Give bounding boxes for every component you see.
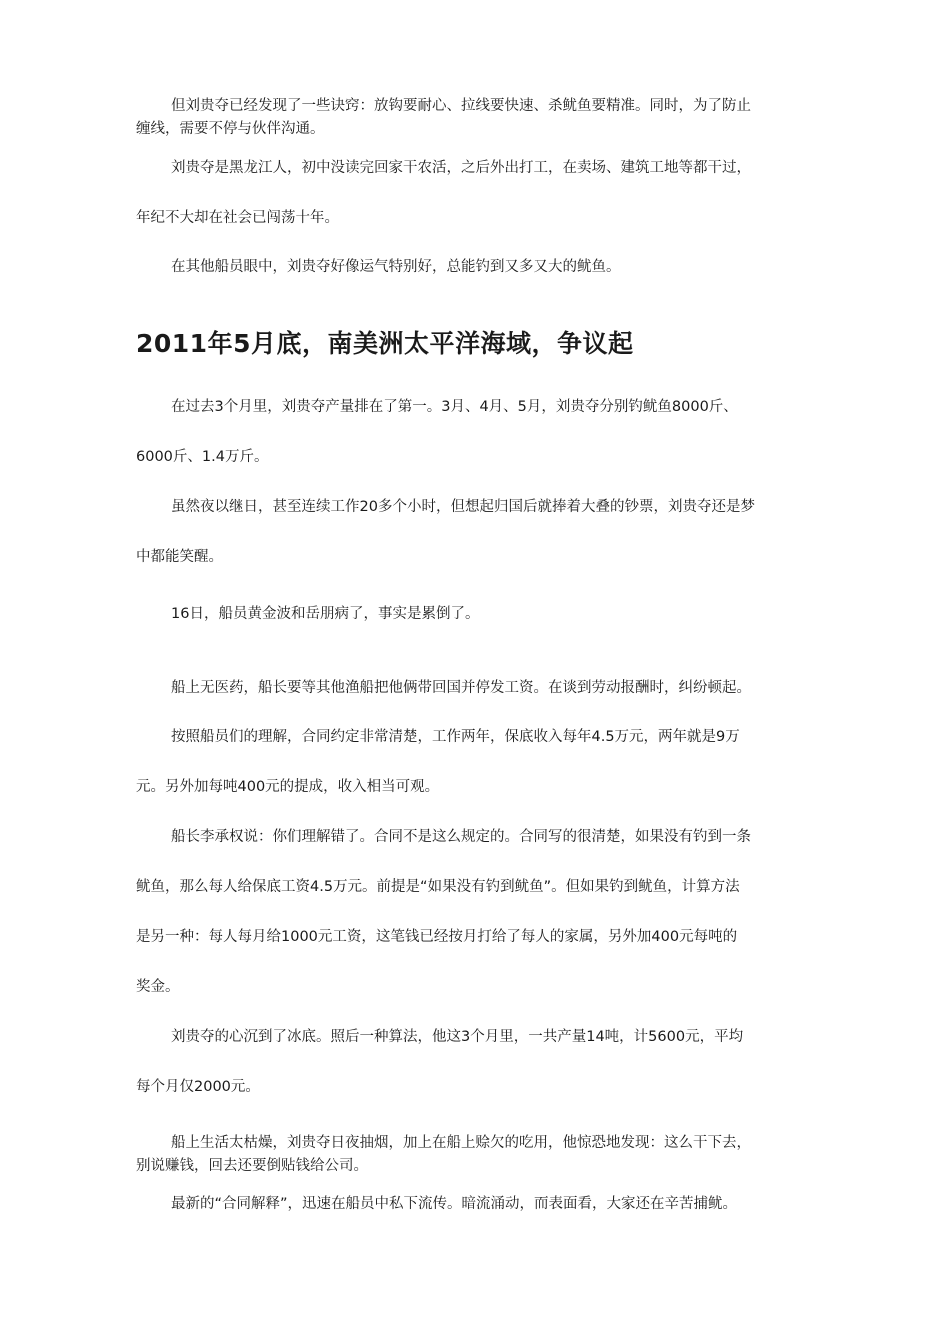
paragraph-3: [136, 256, 822, 279]
text-line: 刘贵夺的心沉到了冰底。照后一种算法，他这3个月里，一共产量14吨，计5600元，平均: [171, 1029, 744, 1045]
paragraph-5: [136, 482, 822, 582]
paragraph-9: [136, 812, 822, 1012]
text-line: 缠线，需要不停与伙伴沟通。: [136, 121, 325, 137]
paragraph-6: [136, 603, 822, 626]
text-line: 船上生活太枯燥，刘贵夺日夜抽烟，加上在船上赊欠的吃用，他惊恐地发现：这么干下去，: [171, 1135, 751, 1151]
paragraph-8: [136, 712, 822, 812]
section-heading: 2011年5月底，南美洲太平洋海域，争议起: [136, 329, 634, 358]
text-line: 元。另外加每吨400元的提成，收入相当可观。: [136, 779, 440, 795]
text-line: 最新的“合同解释”，迅速在船员中私下流传。暗流涌动，而表面看，大家还在辛苦捕鱿。: [171, 1196, 738, 1212]
paragraph-2: [136, 143, 822, 243]
text-line: 6000斤、1.4万斤。: [136, 449, 269, 465]
paragraph-1: [136, 95, 822, 141]
paragraph-11: [136, 1132, 822, 1178]
paragraph-4: [136, 382, 822, 482]
text-line: 船长李承权说：你们理解错了。合同不是这么规定的。合同写的很清楚，如果没有钓到一条: [171, 829, 751, 845]
paragraph-7: [136, 677, 822, 700]
text-line: 在其他船员眼中，刘贵夺好像运气特别好，总能钓到又多又大的鱿鱼。: [171, 259, 621, 275]
text-line: 船上无医药，船长要等其他渔船把他俩带回国并停发工资。在谈到劳动报酬时，纠纷顿起。: [171, 680, 751, 696]
text-line: 鱿鱼，那么每人给保底工资4.5万元。前提是“如果没有钓到鱿鱼”。但如果钓到鱿鱼，计算方法: [136, 879, 740, 895]
text-line: 别说赚钱，回去还要倒贴钱给公司。: [136, 1158, 368, 1174]
text-line: 16日，船员黄金波和岳朋病了，事实是累倒了。: [171, 606, 480, 622]
text-line: 中都能笑醒。: [136, 549, 223, 565]
text-line: 按照船员们的理解，合同约定非常清楚，工作两年，保底收入每年4.5万元，两年就是9万: [171, 729, 740, 745]
text-line: 虽然夜以继日，甚至连续工作20多个小时，但想起归国后就捧着大叠的钞票，刘贵夺还是梦: [171, 499, 755, 515]
text-line: 刘贵夺是黑龙江人，初中没读完回家干农活，之后外出打工，在卖场、建筑工地等都干过，: [171, 160, 751, 176]
paragraph-10: [136, 1012, 822, 1112]
paragraph-12: [136, 1193, 822, 1216]
text-line: 是另一种：每人每月给1000元工资，这笔钱已经按月打给了每人的家属，另外加400元每吨的: [136, 929, 738, 945]
text-line: 但刘贵夺已经发现了一些诀窍：放钩要耐心、拉线要快速、杀鱿鱼要精准。同时，为了防止: [171, 98, 751, 114]
text-line: 年纪不大却在社会已闯荡十年。: [136, 210, 339, 226]
text-line: 每个月仅2000元。: [136, 1079, 260, 1095]
text-line: 奖金。: [136, 979, 180, 995]
text-line: 在过去3个月里，刘贵夺产量排在了第一。3月、4月、5月，刘贵夺分别钓鱿鱼8000斤、: [171, 399, 738, 415]
